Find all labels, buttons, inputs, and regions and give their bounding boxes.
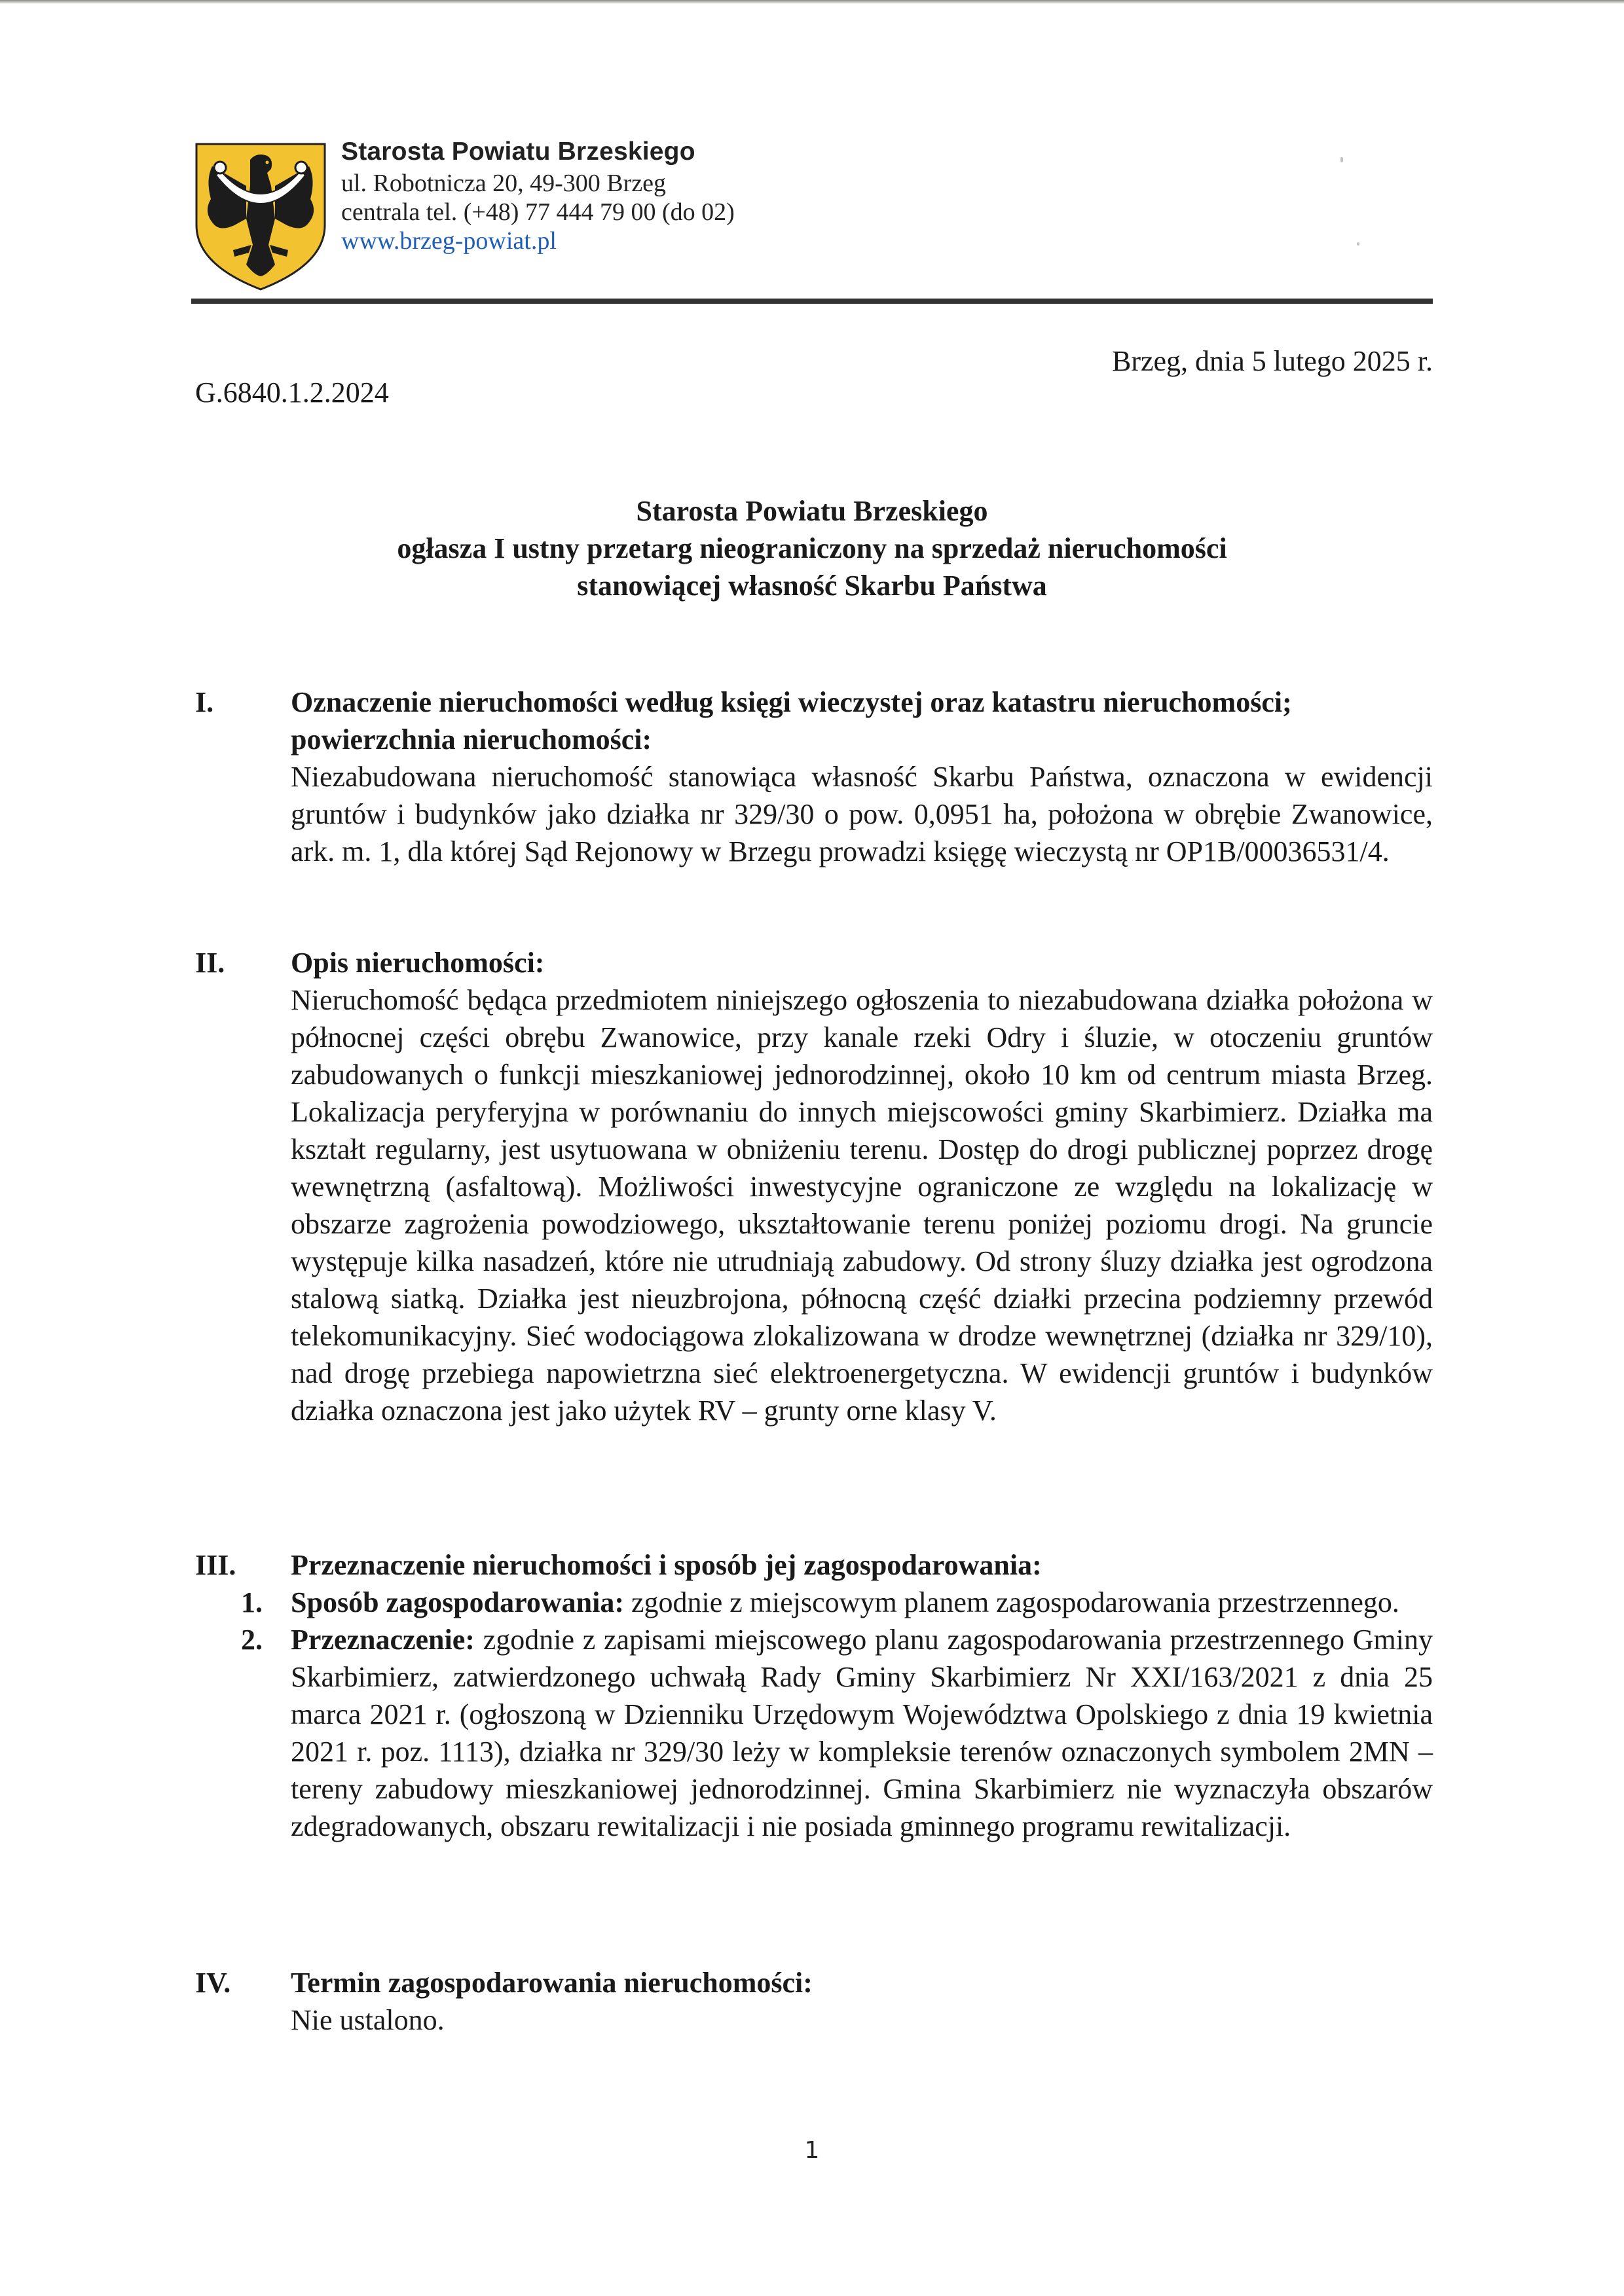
scan-edge-artifact: [0, 0, 1624, 4]
section-3: [195, 1546, 1433, 1845]
title-line-3: stanowiącej własność Skarbu Państwa: [577, 570, 1047, 602]
list-label: Przeznaczenie:: [291, 1624, 475, 1656]
document-title: [191, 492, 1433, 604]
section-heading: Oznaczenie nieruchomości według księgi wieczystej oraz katastru nieruchomości; powierzchnia nieruchomości:: [291, 686, 1292, 756]
page-number: 1: [804, 2137, 820, 2164]
scan-speck: [1340, 157, 1343, 162]
title-line-1: Starosta Powiatu Brzeskiego: [636, 495, 988, 527]
list-text: zgodnie z zapisami miejscowego planu zagospodarowania przestrzennego Gminy Skarbimierz, zatwierdzonego uchwałą Rady Gminy Skarbimierz Nr XXI/163/2021 z dnia 25 marca 2021 r. (ogłoszoną w Dzienniku Urzędowym Województwa Opolskiego z dnia 19 kwietnia 2021 r. poz. 1113), działka nr 329/30 leży w kompleksie terenów oznaczonych symbolem 2MN – tereny zabudowy mieszkaniowej jednorodzinnej. Gmina Skarbimierz nie wyznaczyła obszarów zdegradowanych, obszaru rewitalizacji i nie posiada gminnego programu rewitalizacji.: [291, 1624, 1433, 1842]
list-item: [241, 1584, 1433, 1621]
website-link[interactable]: www.brzeg-powiat.pl: [341, 227, 557, 255]
organization-name: Starosta Powiatu Brzeskiego: [341, 137, 695, 166]
section-heading: Termin zagospodarowania nieruchomości:: [291, 1967, 813, 1999]
section-heading: Przeznaczenie nieruchomości i sposób jej zagospodarowania:: [291, 1549, 1042, 1581]
section-number: II.: [195, 947, 225, 979]
list-number: 1.: [241, 1586, 263, 1618]
list-item: [241, 1621, 1433, 1845]
title-line-2: ogłasza I ustny przetarg nieograniczony na sprzedaż nieruchomości: [397, 532, 1227, 564]
reference-number: G.6840.1.2.2024: [195, 376, 389, 409]
section-number: IV.: [195, 1967, 231, 1999]
section-number: I.: [195, 686, 214, 718]
section-text: Nieruchomość będąca przedmiotem niniejszego ogłoszenia to niezabudowana działka położona w północnej części obrębu Zwanowice, przy kanale rzeki Odry i śluzie, w otoczeniu gruntów zabudowanych o funkcji mieszkaniowej jednorodzinnej, około 10 km od centrum miasta Brzeg. Lokalizacja peryferyjna w porównaniu do innych miejscowości gminy Skarbimierz. Działka ma kształt regularny, jest usytuowana w obniżeniu terenu. Dostęp do drogi publicznej poprzez drogę wewnętrzną (asfaltową). Możliwości inwestycyjne ograniczone ze względu na lokalizację w obszarze zagrożenia powodziowego, ukształtowanie terenu poniżej poziomu drogi. Na gruncie występuje kilka nasadzeń, które nie utrudniają zabudowy. Od strony śluzy działka jest ogrodzona stalową siatką. Działka jest nieuzbrojona, północną część działki przecina podziemny przewód telekomunikacyjny. Sieć wodociągowa zlokalizowana w drodze wewnętrznej (działka nr 329/10), nad drogę przebiega napowietrzna sieć elektroenergetyczna. W ewidencji gruntów i budynków działka oznaczona jest jako użytek RV – grunty orne klasy V.: [291, 984, 1433, 1427]
list-label: Sposób zagospodarowania:: [291, 1586, 624, 1618]
list-number: 2.: [241, 1624, 263, 1656]
section-2: [195, 944, 1433, 1429]
letterhead-text: [341, 135, 735, 255]
place-date: Brzeg, dnia 5 lutego 2025 r.: [1111, 345, 1433, 377]
section-number: III.: [195, 1549, 236, 1581]
section-text: Niezabudowana nieruchomość stanowiąca własność Skarbu Państwa, oznaczona w ewidencji gruntów i budynków jako działka nr 329/30 o pow. 0,0951 ha, położona w obrębie Zwanowice, ark. m. 1, dla której Sąd Rejonowy w Brzegu prowadzi księgę wieczystą nr OP1B/00036531/4.: [291, 761, 1433, 867]
phone: centrala tel. (+48) 77 444 79 00 (do 02): [341, 198, 735, 226]
coat-of-arms-icon: [194, 140, 327, 292]
section-heading: Opis nieruchomości:: [291, 947, 545, 979]
scan-speck: [1357, 242, 1359, 246]
section-4: [195, 1964, 1433, 2039]
header-divider: [191, 299, 1433, 304]
list-text: zgodnie z miejscowym planem zagospodarowania przestrzennego.: [624, 1586, 1399, 1618]
address: ul. Robotnicza 20, 49-300 Brzeg: [341, 170, 667, 197]
section-text: Nie ustalono.: [291, 2004, 445, 2036]
section-1: [195, 683, 1433, 870]
